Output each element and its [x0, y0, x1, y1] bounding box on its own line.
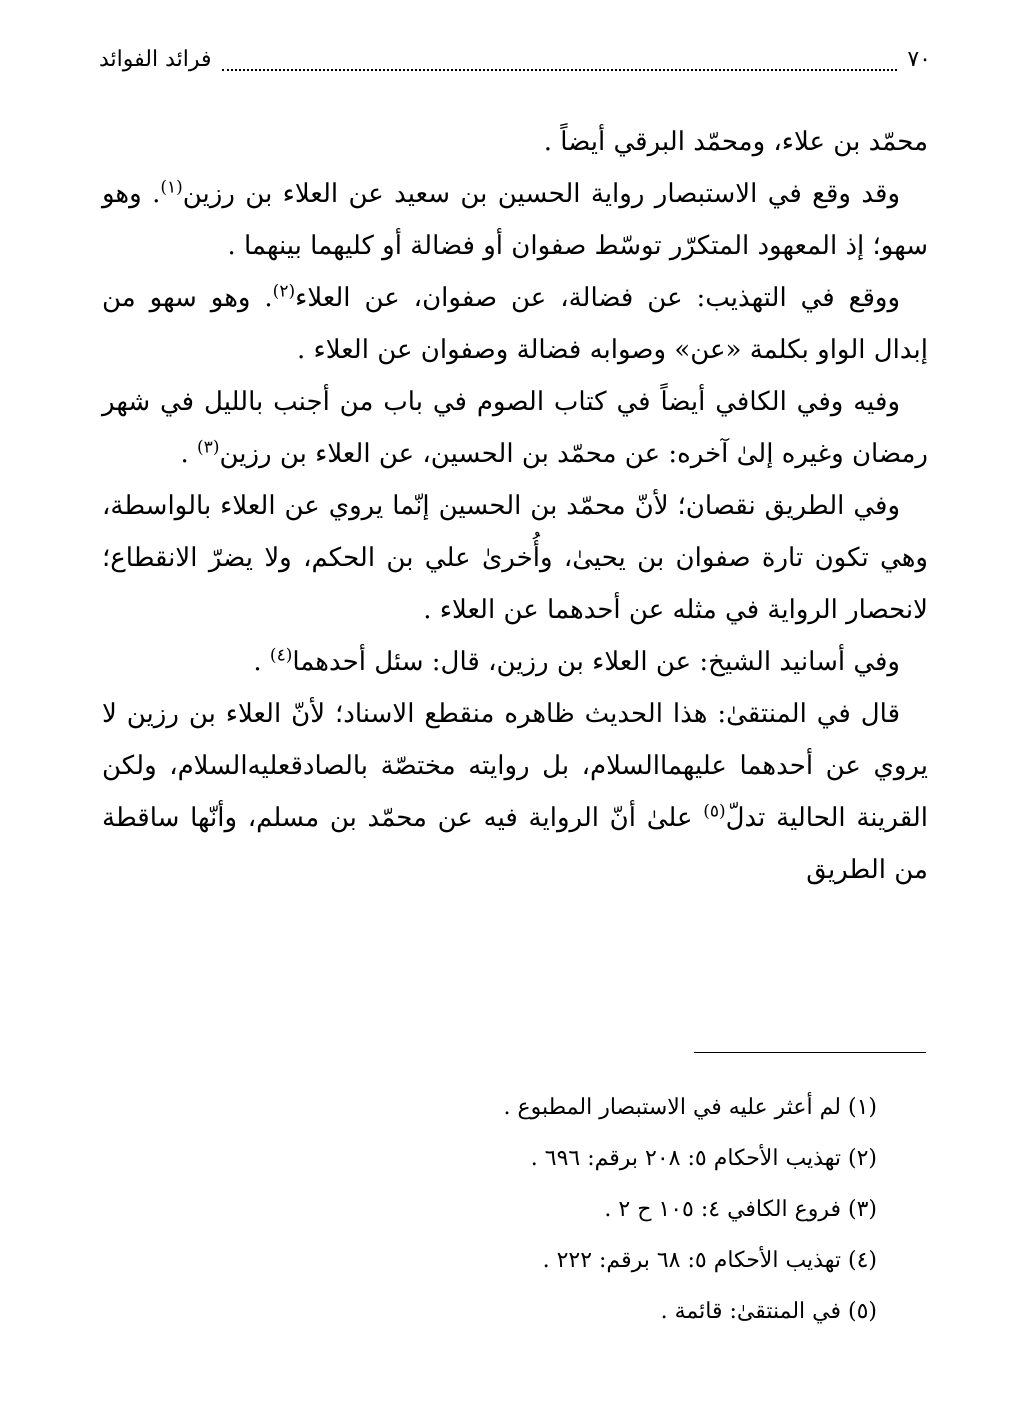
paragraph-6: [102, 636, 928, 688]
footnote-2: (٢) تهذيب الأحكام ٥: ٢٠٨ برقم: ٦٩٦ .: [530, 1146, 877, 1171]
paragraph-4: [102, 376, 928, 480]
paragraph-1: [102, 116, 928, 168]
book-title: فرائد الفوائد: [99, 47, 212, 72]
footnote-divider: [694, 1052, 926, 1053]
footnote-5: (٥) في المنتقىٰ: قائمة .: [660, 1299, 877, 1324]
main-text: [102, 116, 928, 896]
leader-dots: [222, 61, 898, 71]
page-number: ٧٠: [907, 47, 931, 72]
running-head: [99, 40, 931, 80]
footnote-1: (١) لم أعثر عليه في الاستبصار المطبوع .: [503, 1095, 877, 1120]
footnote-4: (٤) تهذيب الأحكام ٥: ٦٨ برقم: ٢٢٢ .: [542, 1248, 877, 1273]
paragraph-text: وفي الطريق نقصان؛ لأنّ محمّد بن الحسين إنّما يروي عن العلاء بالواسطة، وهي تكون تارة صفوان بن يحيىٰ، وأُخرىٰ علي بن الحكم، ولا يضرّ الانقطاع؛ لانحصار الرواية في مثله عن أحدهما عن العلاء .: [102, 491, 928, 625]
footnote-ref-4[interactable]: (٤): [269, 645, 293, 666]
footnote-3: (٣) فروع الكافي ٤: ١٠٥ ح ٢ .: [604, 1197, 877, 1222]
paragraph-text: محمّد بن علاء، ومحمّد البرقي أيضاً .: [543, 127, 928, 157]
paragraph-text: ووقع في التهذيب: عن فضالة، عن صفوان، عن العلاء: [295, 283, 900, 313]
paragraph-text: .: [180, 439, 198, 469]
footnotes: [177, 1082, 877, 1337]
paragraph-text: وفيه وفي الكافي أيضاً في كتاب الصوم في باب من أجنب بالليل في شهر رمضان وغيره إلىٰ آخره: عن محمّد بن الحسين، عن العلاء بن رزين: [102, 387, 928, 469]
paragraph-text: . وهو سهو؛ إذ المعهود المتكرّر توسّط صفوان أو فضالة أو كليهما بينهما .: [102, 179, 928, 261]
footnote-ref-2[interactable]: (٢): [272, 281, 296, 302]
paragraph-text: وقد وقع في الاستبصار رواية الحسين بن سعيد عن العلاء بن رزين: [182, 179, 900, 209]
footnote-ref-5[interactable]: (٥): [703, 801, 726, 822]
paragraph-text: علىٰ أنّ الرواية فيه عن محمّد بن مسلم، وأنّها ساقطة من الطريق: [102, 803, 928, 885]
paragraph-text: . وهو سهو من إبدال الواو بكلمة «عن» وصوابه فضالة وصفوان عن العلاء .: [102, 283, 928, 365]
paragraph-3: [102, 272, 928, 376]
footnote-ref-3[interactable]: (٣): [197, 437, 220, 458]
footnote-ref-1[interactable]: (١): [160, 177, 183, 198]
paragraph-2: [102, 168, 928, 272]
paragraph-5: [102, 480, 928, 636]
paragraph-text: قال في المنتقىٰ: هذا الحديث ظاهره منقطع الاسناد؛ لأنّ العلاء بن رزين لا يروي عن أحدهما عليهماالسلام، بل روايته مختصّة بالصادق‏عليه‌السلام، ولكن القرينة الحالية تدلّ: [102, 699, 928, 833]
paragraph-text: وفي أسانيد الشيخ: عن العلاء بن رزين، قال: سئل أحدهما: [292, 647, 900, 677]
paragraph-text: .: [253, 647, 270, 677]
paragraph-7: [102, 688, 928, 896]
